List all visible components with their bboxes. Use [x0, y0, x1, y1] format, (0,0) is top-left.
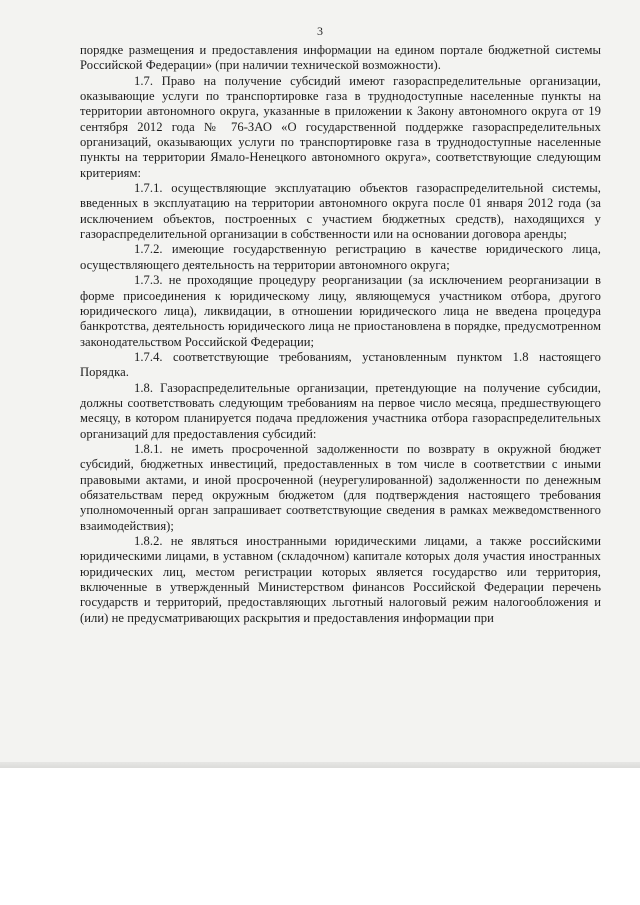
paragraph-1-7-3: 1.7.3. не проходящие процедуру реорганизации (за исключением реорганизации в форме присоединения к юридическому лицу, являющемуся участником отбора, другого юридического лица), ликвидации, в отношении юридического лица не введена процедура банкротства, деятельность юридического лица не приостановлена в порядке, предусмотренном законодательством Российской Федерации; [80, 273, 601, 349]
page-number: 3 [317, 24, 323, 38]
document-body [80, 43, 601, 626]
paragraph-continuation: порядке размещения и предоставления информации на едином портале бюджетной системы Российской Федерации» (при наличии технической возможности). [80, 43, 601, 73]
paragraph-1-7-1: 1.7.1. осуществляющие эксплуатацию объектов газораспределительной системы, введенных в эксплуатацию на территории автономного округа после 01 января 2012 года (за исключением объектов, построенных с участием бюджетных средств), находящихся у газораспределительной организации в собственности или на основании договора аренды; [80, 181, 601, 242]
paragraph-1-7: 1.7. Право на получение субсидий имеют газораспределительные организации, оказывающие услуги по транспортировке газа в труднодоступные населенные пункты на территории автономного округа, указанные в приложении к Закону автономного округа от 19 сентября 2012 года № 76-ЗАО «О государственной поддержке газораспределительных организаций, оказывающих услуги по транспортировке газа в труднодоступные населенные пункты на территории Ямало-Ненецкого автономного округа», соответствующие следующим критериям: [80, 73, 601, 180]
blank-area [0, 768, 640, 905]
paragraph-1-8-2: 1.8.2. не являться иностранными юридическими лицами, а также российскими юридическими лицами, в уставном (складочном) капитале которых доля участия иностранных юридических лиц, местом регистрации которых является государство или территория, включенные в утвержденный Министерством финансов Российской Федерации перечень государств и территорий, предоставляющих льготный налоговый режим налогообложения и (или) не предусматривающих раскрытия и предоставления информации при [80, 534, 601, 625]
paragraph-1-8: 1.8. Газораспределительные организации, претендующие на получение субсидии, должны соответствовать следующим требованиям на первое число месяца, предшествующего месяцу, в котором планируется подача предложения участника отбора газораспределительных организаций для предоставления субсидий: [80, 380, 601, 441]
paragraph-1-7-4: 1.7.4. соответствующие требованиям, установленным пунктом 1.8 настоящего Порядка. [80, 349, 601, 380]
paragraph-1-8-1: 1.8.1. не иметь просроченной задолженности по возврату в окружной бюджет субсидий, бюджетных инвестиций, предоставленных в том числе в соответствии с иными правовыми актами, и иной просроченной (неурегулированной) задолженности по денежным обязательствам перед окружным бюджетом (для подтверждения настоящего требования уполномоченный орган запрашивает соответствующие сведения в рамках межведомственного взаимодействия); [80, 441, 601, 533]
paragraph-1-7-2: 1.7.2. имеющие государственную регистрацию в качестве юридического лица, осуществляющего деятельность на территории автономного округа; [80, 242, 601, 272]
